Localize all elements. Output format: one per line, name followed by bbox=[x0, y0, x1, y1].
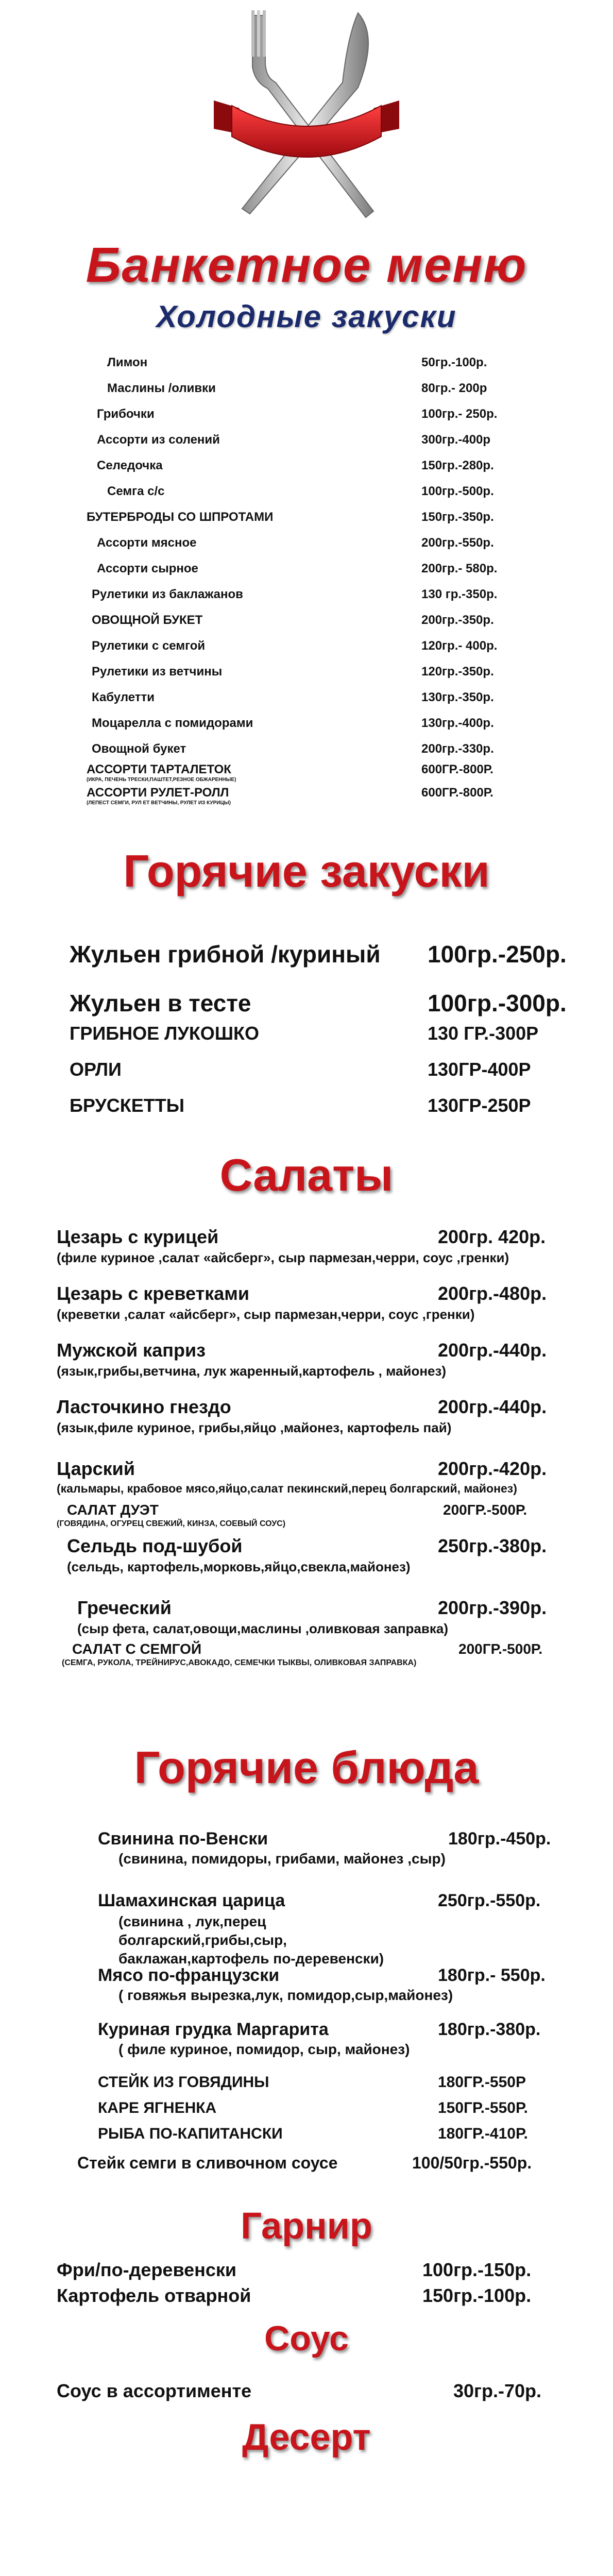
section-title-hot-appetizers: Горячие закуски bbox=[123, 845, 490, 896]
section-title-sauce: Соус bbox=[264, 2319, 349, 2358]
section-title-salads: Салаты bbox=[219, 1149, 394, 1200]
section-title-cold: Холодные закуски bbox=[156, 299, 457, 334]
cutlery-ribbon-emblem-top bbox=[203, 5, 410, 222]
ribbon-icon bbox=[214, 100, 399, 157]
section-title-hot-dishes: Горячие блюда bbox=[134, 1742, 479, 1793]
menu-page: Банкетное меню Холодные закуски Лимон 50гр.-100р. Маслины /оливки 80гр.- 200р Грибочки 100гр.- 250р. Ассорти из солений 300гр.-400р Селедочка 150гр.-280р. Семга с/с 100гр.-500р. БУТЕРБРОДЫ СО ШПРОТАМИ 150гр.-350р. Ассорти мясное 200гр.-550р. Ассорти сырное 200гр.- 580р. Рулетики из баклажанов 130 гр.-350р. ОВОЩНОЙ БУКЕТ 200гр.-350р. Рулетики с семгой 120гр.- 400р. Рулетики из ветчины 120гр.-350р. Кабулетти 130гр.-350р. Моцарелла с помидорами 130гр.-400р. Овощной букет 200гр.-330р. АССОРТИ ТАРТАЛЕТОК 600ГР.-800Р. (ИКРА, ПЕЧЕНЬ ТРЕСКИ,ПАШТЕТ,РЕЗНОЕ ОБЖАРЕННЫЕ) АССОРТИ РУЛЕТ-РОЛЛ 600ГР.-800Р. (ЛЕПЕСТ СЕМГИ, РУЛ ЕТ ВЕТЧИНЫ, РУЛЕТ ИЗ КУРИЦЫ) Горячие закуски Жульен грибной /куриный 100гр.-250р. Жульен в тесте 100гр.-300р. ГРИБНОЕ ЛУКОШКО 130 ГР.-300Р ОРЛИ 130ГР-400Р БРУСКЕТТЫ 130ГР-250Р Салаты Цезарь с курицей 200гр. 420р. (филе куриное ,салат «айсберг», сыр пармезан,черри, соус ,гренки) Цезарь с креветками 200гр.-480р. (креветки ,салат «айсберг», сыр пармезан,черри, соус ,гренки) Мужской каприз 200гр.-440р. (язык,грибы,ветчина, лук жаренный,картофель , майонез) Ласточкино гнездо 200гр.-440р. (язык,филе куриное, грибы,яйцо ,майонез, картофель пай) Царский 200гр.-420р. (кальмары, крабовое мясо,яйцо,салат пекинский,перец болгарский, майонез) САЛАТ ДУЭТ 200ГР.-500Р. (ГОВЯДИНА, ОГУРЕЦ СВЕЖИЙ, КИНЗА, СОЕВЫЙ СОУС) Сельдь под-шубой 250гр.-380р. (сельдь, картофель,морковь,яйцо,свекла,майонез) Греческий 200гр.-390р. (сыр фета, салат,овощи,маслины ,оливковая заправка) САЛАТ С СЕМГОЙ 200ГР.-500Р. (СЕМГА, РУКОЛА, ТРЕЙНИРУС,АВОКАДО, СЕМЕЧКИ ТЫКВЫ, ОЛИВКОВАЯ ЗАПРАВКА) Горячие блюда Свинина по-Венски 180гр.-450р. (свинина, помидоры, грибами, майонез ,сыр) Шамахинская царица 250гр.-550р. (свинина , лук,перец болгарский,грибы,сыр, баклажан,картофель по-деревенски) Мясо по-французски 180гр.- 550р. ( говяжья вырезка,лук, помидор,сыр,майонез) Куриная грудка Маргарита 180гр.-380р. ( филе куриное, помидор, сыр, майонез) СТЕЙК ИЗ ГОВЯДИНЫ 180ГР.-550Р КАРЕ ЯГНЕНКА 150ГР.-550Р. РЫБА ПО-КАПИТАНСКИ 180ГР.-410Р. Стейк семги в сливочном соусе 100/50гр.-550р. Гарнир Фри/по-деревенски 100гр.-150р. Картофель отварной 150гр.-100р. Соус Соус в ассортименте 30гр.-70р. Десерт bbox=[0, 0, 613, 2576]
section-title-dessert: Десерт bbox=[242, 2417, 371, 2458]
section-title-garnish: Гарнир bbox=[241, 2206, 372, 2247]
menu-title: Банкетное меню bbox=[86, 238, 527, 293]
